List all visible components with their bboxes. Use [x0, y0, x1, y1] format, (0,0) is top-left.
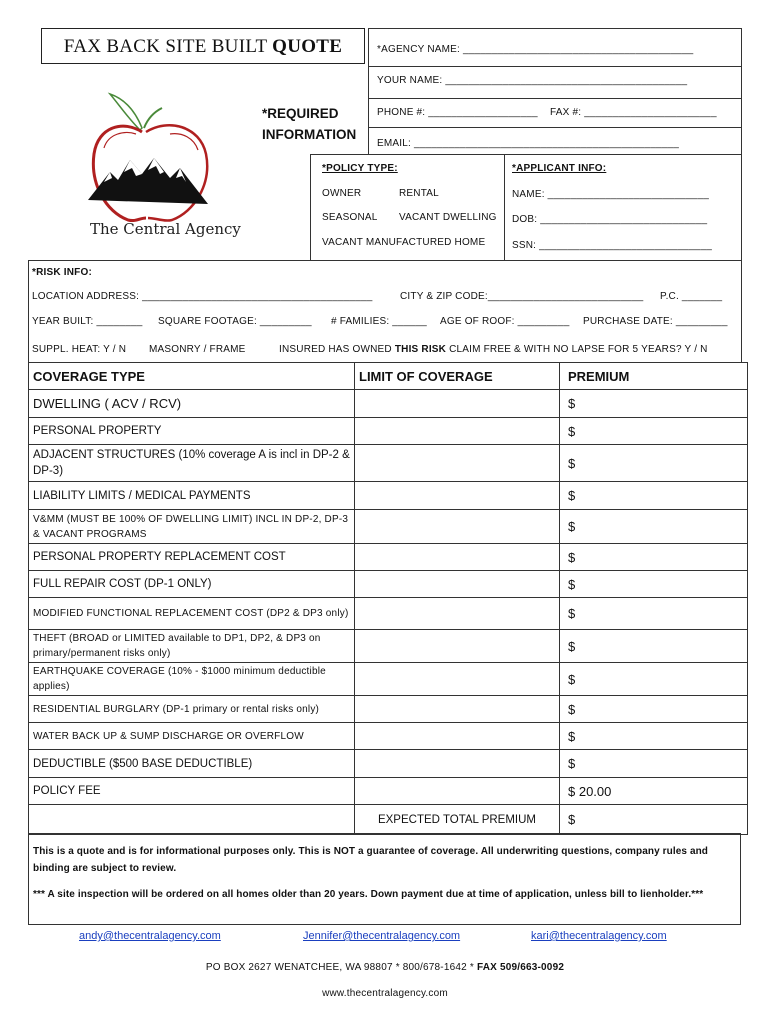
coverage-label: PERSONAL PROPERTY REPLACEMENT COST: [29, 544, 355, 571]
disclaimer-text: This is a quote and is for informational purposes only. This is NOT a guarantee of coverage. All underwriting questions, company rules and binding are subject to review.: [33, 846, 709, 874]
risk-info-heading-text: *RISK INFO:: [32, 267, 92, 278]
agency-name-field[interactable]: *AGENCY NAME: ________________________________________: [377, 44, 694, 55]
risk-info-heading: [32, 267, 92, 278]
claim-free-question[interactable]: [279, 344, 708, 355]
risk-box-border: [741, 260, 742, 362]
limit-cell[interactable]: [355, 482, 560, 510]
coverage-type-header: COVERAGE TYPE: [29, 363, 355, 390]
disclaimer-box: [28, 833, 741, 925]
limit-cell[interactable]: [355, 750, 560, 778]
policy-option-vacant-dwelling[interactable]: VACANT DWELLING: [399, 212, 497, 223]
header-box-divider: [368, 127, 741, 128]
limit-cell[interactable]: [355, 778, 560, 805]
table-row: [29, 778, 748, 805]
mailing-address: [0, 962, 770, 973]
form-title-quote: QUOTE: [272, 36, 343, 57]
coverage-label: WATER BACK UP & SUMP DISCHARGE OR OVERFLOW: [29, 723, 355, 750]
policy-option-rental[interactable]: RENTAL: [399, 188, 439, 199]
website[interactable]: www.thecentralagency.com: [322, 988, 448, 999]
form-title-part: FAX BACK SITE BUILT: [63, 36, 273, 57]
limit-cell[interactable]: [355, 544, 560, 571]
pc-field[interactable]: P.C. _______: [660, 291, 723, 302]
coverage-label: MODIFIED FUNCTIONAL REPLACEMENT COST (DP2 & DP3 only): [29, 598, 355, 630]
coverage-label: DEDUCTIBLE ($500 BASE DEDUCTIBLE): [29, 750, 355, 778]
premium-cell[interactable]: $: [560, 390, 748, 418]
premium-cell[interactable]: $: [560, 696, 748, 723]
premium-header: PREMIUM: [560, 363, 748, 390]
total-blank-cell: [29, 805, 355, 835]
coverage-label: DWELLING ( ACV / RCV): [29, 390, 355, 418]
total-premium-cell[interactable]: $: [560, 805, 748, 835]
policy-applicant-divider: [504, 154, 505, 260]
limit-cell[interactable]: [355, 696, 560, 723]
table-row: [29, 723, 748, 750]
premium-cell[interactable]: $: [560, 445, 748, 482]
applicant-name-field[interactable]: NAME: ____________________________: [512, 189, 709, 200]
coverage-label: RESIDENTIAL BURGLARY (DP-1 primary or rental risks only): [29, 696, 355, 723]
table-row: [29, 750, 748, 778]
premium-cell[interactable]: $: [560, 598, 748, 630]
premium-cell[interactable]: $: [560, 510, 748, 544]
risk-box-border: [28, 260, 29, 362]
premium-cell[interactable]: $: [560, 571, 748, 598]
location-address-field[interactable]: LOCATION ADDRESS: ________________________________________: [32, 291, 373, 302]
required-label-line2: INFORMATION: [262, 127, 357, 142]
table-row: [29, 598, 748, 630]
phone-field[interactable]: PHONE #: ___________________: [377, 107, 538, 118]
header-box-divider: [368, 98, 741, 99]
total-row: [29, 805, 748, 835]
purchase-date-field[interactable]: PURCHASE DATE: _________: [583, 316, 728, 327]
header-box-border: [368, 28, 369, 154]
your-name-field[interactable]: YOUR NAME: __________________________________________: [377, 75, 688, 86]
table-row: [29, 482, 748, 510]
coverage-label: ADJACENT STRUCTURES (10% coverage A is incl in DP-2 & DP-3): [29, 445, 355, 482]
table-row: [29, 418, 748, 445]
city-zip-field[interactable]: CITY & ZIP CODE:___________________________: [400, 291, 644, 302]
premium-cell[interactable]: $: [560, 663, 748, 696]
premium-cell[interactable]: $: [560, 723, 748, 750]
header-box-border: [368, 28, 741, 29]
table-row: [29, 630, 748, 663]
coverage-label: THEFT (BROAD or LIMITED available to DP1, DP2, & DP3 on primary/permanent risks only): [29, 630, 355, 663]
applicant-info-heading: *APPLICANT INFO:: [512, 163, 607, 174]
premium-cell[interactable]: $: [560, 750, 748, 778]
table-row: [29, 510, 748, 544]
coverage-label: V&MM (MUST BE 100% OF DWELLING LIMIT) INCL IN DP-2, DP-3 & VACANT PROGRAMS: [29, 510, 355, 544]
header-box-divider: [368, 66, 741, 67]
form-title: [42, 36, 364, 58]
policy-option-seasonal[interactable]: SEASONAL: [322, 212, 378, 223]
email-link-jennifer[interactable]: Jennifer@thecentralagency.com: [303, 930, 461, 942]
suppl-heat-option[interactable]: SUPPL. HEAT: Y / N: [32, 344, 127, 355]
apple-highlight-right: [170, 134, 198, 150]
masonry-frame-option[interactable]: MASONRY / FRAME: [149, 344, 246, 355]
claim-free-text-end: CLAIM FREE & WITH NO LAPSE FOR 5 YEARS? Y / N: [446, 344, 708, 355]
coverage-label: FULL REPAIR COST (DP-1 ONLY): [29, 571, 355, 598]
limit-cell[interactable]: [355, 663, 560, 696]
coverage-label: POLICY FEE: [29, 778, 355, 805]
policy-type-heading: *POLICY TYPE:: [322, 163, 398, 174]
table-row: [29, 544, 748, 571]
logo-text: The Central Agency: [90, 220, 241, 238]
form-title-box: [41, 28, 365, 64]
premium-cell[interactable]: $: [560, 544, 748, 571]
fax-field[interactable]: FAX #: _______________________: [550, 107, 717, 118]
limit-cell[interactable]: [355, 445, 560, 482]
premium-cell[interactable]: $: [560, 482, 748, 510]
policy-box-border: [310, 154, 311, 260]
families-field[interactable]: # FAMILIES: ______: [331, 316, 427, 327]
total-label: EXPECTED TOTAL PREMIUM: [355, 805, 560, 835]
age-of-roof-field[interactable]: AGE OF ROOF: _________: [440, 316, 570, 327]
leaf-stem: [144, 108, 162, 128]
apple-highlight: [104, 133, 136, 148]
applicant-ssn-field[interactable]: SSN: ______________________________: [512, 240, 712, 251]
email-link-kari[interactable]: kari@thecentralagency.com: [531, 930, 667, 942]
fax-number: FAX 509/663-0092: [476, 962, 565, 973]
table-row: [29, 663, 748, 696]
applicant-dob-field[interactable]: DOB: _____________________________: [512, 214, 708, 225]
coverage-label: EARTHQUAKE COVERAGE (10% - $1000 minimum deductible applies): [29, 663, 355, 696]
limit-cell[interactable]: [355, 598, 560, 630]
premium-cell[interactable]: $: [560, 418, 748, 445]
premium-cell[interactable]: $ 20.00: [560, 778, 748, 805]
claim-free-text: INSURED HAS OWNED: [279, 344, 395, 355]
coverage-table: [28, 362, 748, 835]
required-label-line1: *REQUIRED: [262, 106, 339, 121]
table-row: [29, 390, 748, 418]
risk-box-border: [28, 260, 741, 261]
leaf-icon: [110, 94, 142, 130]
premium-cell[interactable]: $: [560, 630, 748, 663]
coverage-header-row: [29, 363, 748, 390]
year-built-field[interactable]: YEAR BUILT: ________: [32, 316, 143, 327]
limit-header: LIMIT OF COVERAGE: [355, 363, 560, 390]
policy-option-owner[interactable]: OWNER: [322, 188, 362, 199]
email-field[interactable]: EMAIL: ______________________________________________: [377, 138, 679, 149]
coverage-label: LIABILITY LIMITS / MEDICAL PAYMENTS: [29, 482, 355, 510]
table-row: [29, 696, 748, 723]
required-info-label: [262, 103, 356, 145]
email-link-andy[interactable]: andy@thecentralagency.com: [79, 930, 221, 942]
table-row: [29, 571, 748, 598]
coverage-label: PERSONAL PROPERTY: [29, 418, 355, 445]
header-box-divider: [310, 154, 741, 155]
claim-free-bold: THIS RISK: [394, 344, 447, 355]
header-box-border: [741, 28, 742, 260]
address-text: PO BOX 2627 WENATCHEE, WA 98807 * 800/678-1642 *: [205, 962, 477, 973]
limit-cell[interactable]: [355, 418, 560, 445]
limit-cell[interactable]: [355, 723, 560, 750]
inspection-notice: *** A site inspection will be ordered on all homes older than 20 years. Down payment due at time of application, unless bill to lienholder.***: [33, 889, 704, 900]
policy-option-vacant-manufactured[interactable]: VACANT MANUFACTURED HOME: [322, 237, 486, 248]
limit-cell[interactable]: [355, 630, 560, 663]
limit-cell[interactable]: [355, 390, 560, 418]
limit-cell[interactable]: [355, 510, 560, 544]
limit-cell[interactable]: [355, 571, 560, 598]
table-row: [29, 445, 748, 482]
square-footage-field[interactable]: SQUARE FOOTAGE: _________: [158, 316, 312, 327]
